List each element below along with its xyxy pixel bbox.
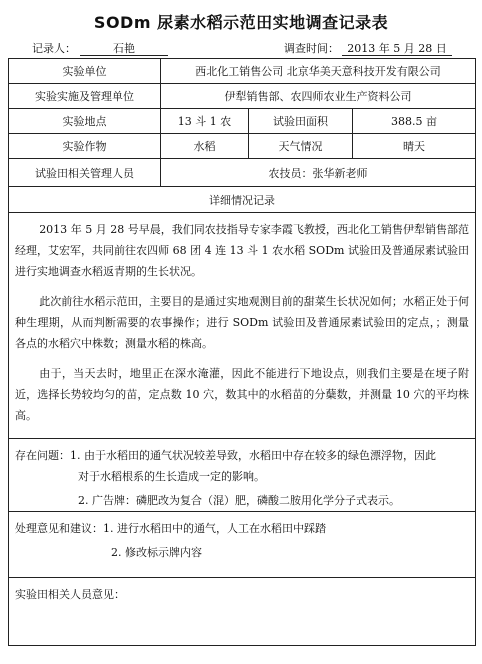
recorder-label: 记录人： (32, 42, 76, 55)
opinion-cell (9, 578, 476, 646)
unit-value: 西北化工销售公司 北京华美天意科技开发有限公司 (161, 59, 476, 84)
row-site (9, 109, 476, 134)
issues-cell (9, 439, 476, 512)
row-mgmt (9, 84, 476, 109)
crop-label: 实验作物 (9, 134, 161, 159)
mgmt-value: 伊犁销售部、农四师农业生产资料公司 (161, 84, 476, 109)
details-cell (9, 213, 476, 439)
time-line (284, 40, 452, 56)
recorder-line (32, 40, 168, 56)
issue-item-1a: 1. 由于水稻田的通气状况较差导致，水稻田中存在较多的绿色漂浮物，因此 (70, 449, 436, 462)
area-value: 388.5 亩 (353, 109, 476, 134)
row-detail-header (9, 187, 476, 213)
weather-label: 天气情况 (249, 134, 353, 159)
record-table (8, 58, 476, 646)
crop-value: 水稻 (161, 134, 249, 159)
recorder-value: 石艳 (80, 42, 168, 56)
suggestions-cell (9, 512, 476, 578)
row-staff (9, 159, 476, 187)
site-value: 13 斗 1 农 (161, 109, 249, 134)
weather-value: 晴天 (353, 134, 476, 159)
issue-item-1b: 对于水稻根系的生长造成一定的影响。 (78, 470, 265, 483)
row-suggestions (9, 512, 476, 578)
suggestions-line-1 (15, 518, 469, 539)
staff-value: 农技员：张华新老师 (161, 159, 476, 187)
detail-paragraph: 由于，当天去时，地里正在深水淹灌，因此不能进行下地设点，则我们主要是在埂子附近，选择长势较均匀的苗，定点数 10 穴，数其中的水稻苗的分蘖数，并测量 10 穴的平均株高。 (15, 367, 470, 422)
issue-item-2: 2. 广告牌：磷肥改为复合（混）肥，磷酸二胺用化学分子式表示。 (78, 494, 400, 507)
opinion-label: 实验田相关人员意见： (15, 588, 125, 601)
site-label: 实验地点 (9, 109, 161, 134)
detail-paragraph: 2013 年 5 月 28 号早晨，我们同农技指导专家李霞飞教授，西北化工销售伊犁销售部范经理，艾宏军，共同前往农四师 68 团 4 连 13 斗 1 农水稻 SODm 试验田及普通尿素试验田进行实地调查水稻返青期的生长状况。 (15, 223, 470, 278)
row-issues (9, 439, 476, 512)
time-value: 2013 年 5 月 28 日 (342, 42, 452, 56)
page-title: SODm 尿素水稻示范田实地调查记录表 (93, 13, 389, 32)
suggestion-item-2: 2. 修改标示牌内容 (111, 546, 202, 559)
issues-line-1 (15, 445, 469, 466)
area-label: 试验田面积 (249, 109, 353, 134)
suggestion-item-1: 1. 进行水稻田中的通气，人工在水稻田中踩踏 (103, 522, 326, 535)
row-opinion (9, 578, 476, 646)
suggestions-label: 处理意见和建议： (15, 522, 103, 535)
row-unit (9, 59, 476, 84)
time-label: 调查时间： (284, 42, 339, 55)
unit-label: 实验单位 (9, 59, 161, 84)
detail-paragraph: 此次前往水稻示范田，主要目的是通过实地观测目前的甜菜生长状况如何；水稻正处于何种生理期，从而判断需要的农事操作；进行 SODm 试验田及普通尿素试验田的定点，；测量各点的水稻穴中株数；测量水稻的株高。 (15, 295, 470, 350)
detail-header: 详细情况记录 (9, 187, 476, 213)
staff-label: 试验田相关管理人员 (9, 159, 161, 187)
issues-label: 存在问题： (15, 449, 70, 462)
row-crop (9, 134, 476, 159)
mgmt-label: 实验实施及管理单位 (9, 84, 161, 109)
row-details (9, 213, 476, 439)
